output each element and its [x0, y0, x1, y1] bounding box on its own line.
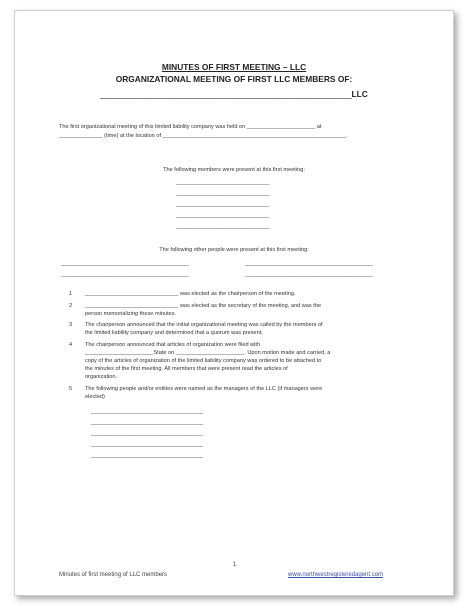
- llc-suffix: LLC: [351, 89, 368, 99]
- manager-line: ____________________________________: [91, 453, 203, 459]
- document-page: [14, 10, 454, 596]
- member-line: ______________________________: [176, 213, 270, 219]
- item-line: copy of the articles of organization of the limited liability company was ordered to be attached to: [85, 358, 322, 364]
- member-line: ______________________________: [176, 180, 270, 186]
- other-line-left: _________________________________________: [61, 261, 189, 267]
- footer-text: Minutes of first meeting of LLC members: [59, 572, 168, 578]
- item-line: person memorializing these minutes.: [85, 311, 177, 317]
- item-number: 3: [69, 322, 73, 328]
- item-line: organization.: [85, 374, 118, 380]
- others-heading: The following other people were present at this first meeting:: [159, 247, 309, 253]
- manager-line: ____________________________________: [91, 442, 203, 448]
- member-line: ______________________________: [176, 202, 270, 208]
- item-line: elected): [85, 394, 105, 400]
- item-line: the minutes of the first meeting. All members that were present read the articles of: [85, 366, 288, 372]
- item-line: The chairperson announced that the initial organizational meeting was called by the members of: [85, 322, 323, 328]
- other-line-right: _________________________________________: [245, 261, 373, 267]
- item-line: The following people and/or entities were named as the managers of the LLC (if managers were: [85, 386, 323, 392]
- item-number: 1: [69, 291, 73, 297]
- footer-link[interactable]: www.northwestregisteredagent.com: [288, 572, 384, 578]
- intro-line-2: ______________ (time) at the location of ___________________________________________________________.: [59, 133, 348, 139]
- item-line: ______________________________ was elected as the secretary of the meeting, and was the: [85, 303, 322, 309]
- member-line: ______________________________: [176, 191, 270, 197]
- page-number: 1: [233, 562, 237, 568]
- item-number: 5: [69, 386, 73, 392]
- llc-name-line: [15, 89, 453, 99]
- item-number: 2: [69, 303, 73, 309]
- member-line: ______________________________: [176, 224, 270, 230]
- item-line: ______________________State on ______________________. Upon motion made and carried, a: [85, 350, 331, 356]
- other-line-right: _________________________________________: [245, 272, 373, 278]
- manager-line: ____________________________________: [91, 431, 203, 437]
- members-heading: The following members were present at this first meeting:: [163, 167, 305, 173]
- manager-line: ____________________________________: [91, 420, 203, 426]
- doc-subtitle: ORGANIZATIONAL MEETING OF FIRST LLC MEMBERS OF:: [115, 74, 353, 84]
- item-line: ______________________________ was elected as the chairperson of the meeting.: [85, 291, 296, 297]
- doc-title: MINUTES OF FIRST MEETING – LLC: [161, 62, 307, 72]
- llc-name-blank: ___________________________________________________________: [100, 89, 352, 99]
- other-line-left: _________________________________________: [61, 272, 189, 278]
- item-number: 4: [69, 342, 73, 348]
- intro-line-1: The first organizational meeting of this limited liability company was held on ______________________ at: [59, 124, 322, 130]
- item-line: the limited liability company and determined that a quorum was present.: [85, 330, 263, 336]
- manager-line: ____________________________________: [91, 409, 203, 415]
- item-line: The chairperson announced that articles of organization were filed with: [85, 342, 261, 348]
